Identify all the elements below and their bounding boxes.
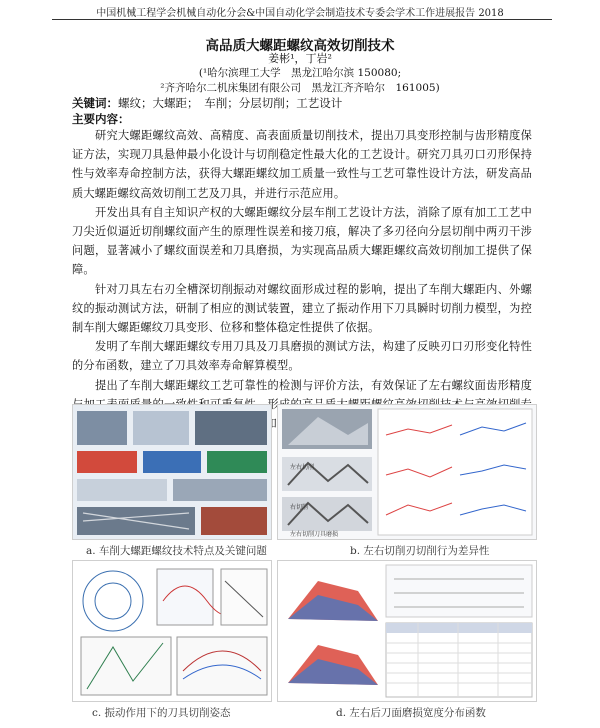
keywords-text: 螺纹；大螺距； 车削；分层切削；工艺设计 (118, 96, 343, 110)
header-rule (52, 19, 552, 20)
paragraph-1: 研究大螺距螺纹高效、高精度、高表面质量切削技术，提出刀具变形控制与齿形精度保证方法，实现刀具悬伸最小化设计与切削稳定性最大化的工艺设计。研究刀具刃口刃形保持性与效率寿命控制方法，获得大螺距螺纹加工质量一致性与工艺可靠性设计方法，研发高品质大螺距螺纹高效切削工艺及刀具，并进行示范应用。 (72, 129, 532, 200)
figure-a-image (72, 404, 272, 540)
figure-b-image (277, 404, 537, 540)
figure-b-footer-label: 左右切削刀具磨损 (290, 531, 339, 538)
figure-b-right-label: 右切削 (290, 504, 309, 511)
body-text (72, 126, 532, 433)
affiliation-2: ²齐齐哈尔二机床集团有限公司 黑龙江齐齐哈尔 161005) (160, 82, 440, 94)
figure-b-caption: b. 左右切削刃切削行为差异性 (350, 545, 490, 557)
figure-d-caption: d. 左右后刀面磨损宽度分布函数 (336, 707, 486, 719)
figure-c-caption: c. 振动作用下的刀具切削姿态 (92, 707, 231, 719)
paragraph-5: 提出了车削大螺距螺纹工艺可靠性的检测与评价方法，有效保证了左右螺纹面齿形精度 。形成 (95, 378, 532, 411)
figure-b-left-label: 左右切削 (290, 464, 315, 471)
paragraph-4: 发明了车削大螺距螺纹专用刀具及刀具磨损的测试方法，构建了反映刃口刃形变化特性的分布函数，建立了刀具效率寿命解算模型。 (72, 340, 532, 373)
authors: 姜彬¹，丁岩² (268, 52, 332, 65)
keywords-label: 关键词： (72, 96, 118, 110)
paragraph-2: 开发出具有自主知识产权的大螺距螺纹分层车削工艺设计方法，消除了原有加工工艺中刀尖近似逼近切削螺纹面产生的原理性误差和接刀痕，解决了多刃径向分层切削中两刃干涉问题，显著减小了螺纹面误差和刀具磨损，为实现高品质大螺距螺纹高效切削加工提供了保障。 (72, 205, 532, 277)
figure-c-image (72, 560, 272, 702)
keywords-line (72, 95, 342, 111)
paragraph-3: 针对刀具左右刃全槽深切削振动对螺纹面形成过程的影响，提出了车削大螺距内、外螺纹的振动测试方法，研制了相应的测试装置，建立了振动作用下刀具瞬时切削力模型，为控制车削大螺距螺纹刀具变形、位移和整体稳定性提供了依据。 (72, 282, 532, 335)
paper-title: 高品质大螺距螺纹高效切削技术 (205, 38, 395, 54)
figure-a-caption: a. 车削大螺距螺纹技术特点及关键问题 (86, 545, 267, 557)
figure-d-image (277, 560, 537, 702)
running-header: 中国机械工程学会机械自动化分会&中国自动化学会制造技术专委会学术工作进展报告 2018 (96, 8, 504, 19)
affiliation-1: (¹哈尔滨理工大学 黑龙江哈尔滨 150080; (198, 67, 402, 79)
section-heading: 主要内容： (72, 112, 130, 126)
